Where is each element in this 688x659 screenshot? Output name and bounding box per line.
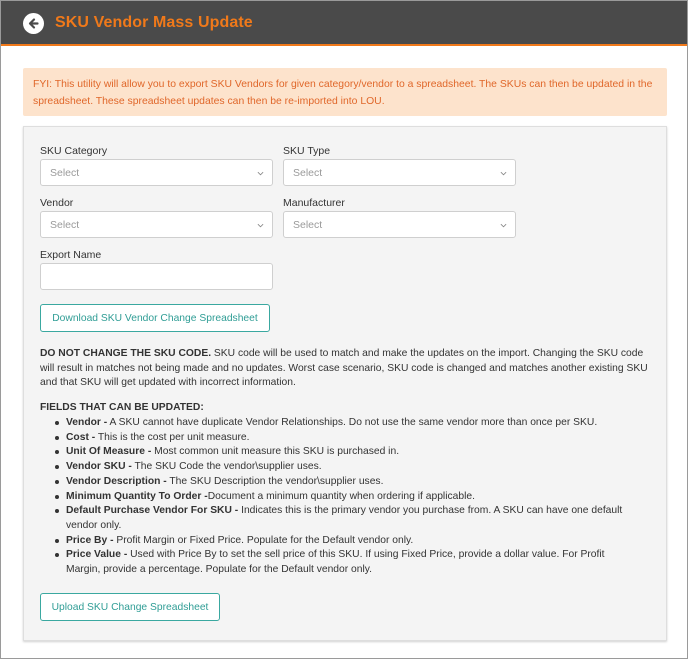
sku-category-label: SKU Category	[40, 145, 108, 157]
sku-code-warning	[40, 347, 650, 391]
fyi-banner: FYI: This utility will allow you to export SKU Vendors for given category/vendor to a spreadsheet. The SKUs can then be updated in the spreadsheet. These spreadsheet updates can then be re-imported into LOU.	[23, 68, 667, 116]
arrow-left-circle-icon	[27, 17, 40, 30]
chevron-down-icon	[500, 222, 507, 229]
sku-category-placeholder: Select	[50, 167, 80, 179]
sku-type-select[interactable]	[283, 159, 516, 186]
export-name-label: Export Name	[40, 249, 102, 261]
warning-text: SKU code will be used to match and make the updates on the import. Changing the SKU code will result in matches not being made and no updates. Worst case scenario, SKU code is changed and matches another existing SKU and that SKU will get updated with incorrect information.	[40, 348, 648, 389]
list-item: Price Value - Used with Price By to set the sell price of this SKU. If using Fixed Price, provide a dollar value. For Profit Margin, provide a percentage. Populate for the Default vendor only.	[53, 548, 635, 577]
chevron-down-icon	[257, 222, 264, 229]
list-item: Unit Of Measure - Most common unit measure this SKU is purchased in.	[53, 445, 635, 460]
back-button[interactable]	[23, 13, 44, 34]
export-name-input[interactable]	[40, 263, 273, 290]
list-item: Vendor Description - The SKU Description the vendor\supplier uses.	[53, 475, 635, 490]
sku-category-select[interactable]	[40, 159, 273, 186]
vendor-placeholder: Select	[50, 219, 80, 231]
list-item: Minimum Quantity To Order -Document a minimum quantity when ordering if applicable.	[53, 490, 635, 505]
chevron-down-icon	[257, 170, 264, 177]
sku-type-placeholder: Select	[293, 167, 323, 179]
manufacturer-placeholder: Select	[293, 219, 323, 231]
list-item: Cost - This is the cost per unit measure.	[53, 431, 635, 446]
fields-list	[53, 416, 635, 578]
download-spreadsheet-button[interactable]: Download SKU Vendor Change Spreadsheet	[40, 304, 270, 332]
manufacturer-select[interactable]	[283, 211, 516, 238]
vendor-select[interactable]	[40, 211, 273, 238]
warning-bold: DO NOT CHANGE THE SKU CODE.	[40, 348, 212, 359]
chevron-down-icon	[500, 170, 507, 177]
page-title: SKU Vendor Mass Update	[55, 14, 253, 31]
manufacturer-label: Manufacturer	[283, 197, 345, 209]
fields-title: FIELDS THAT CAN BE UPDATED:	[40, 402, 204, 413]
vendor-label: Vendor	[40, 197, 74, 209]
upload-spreadsheet-button[interactable]: Upload SKU Change Spreadsheet	[40, 593, 220, 621]
page-header	[1, 1, 687, 46]
list-item: Price By - Profit Margin or Fixed Price. Populate for the Default vendor only.	[53, 534, 635, 549]
list-item: Default Purchase Vendor For SKU - Indicates this is the primary vendor you purchase from. A SKU can have one default vendor only.	[53, 504, 635, 533]
sku-type-label: SKU Type	[283, 145, 331, 157]
list-item: Vendor SKU - The SKU Code the vendor\supplier uses.	[53, 460, 635, 475]
form-card	[23, 126, 667, 641]
list-item: Vendor - A SKU cannot have duplicate Vendor Relationships. Do not use the same vendor more than once per SKU.	[53, 416, 635, 431]
